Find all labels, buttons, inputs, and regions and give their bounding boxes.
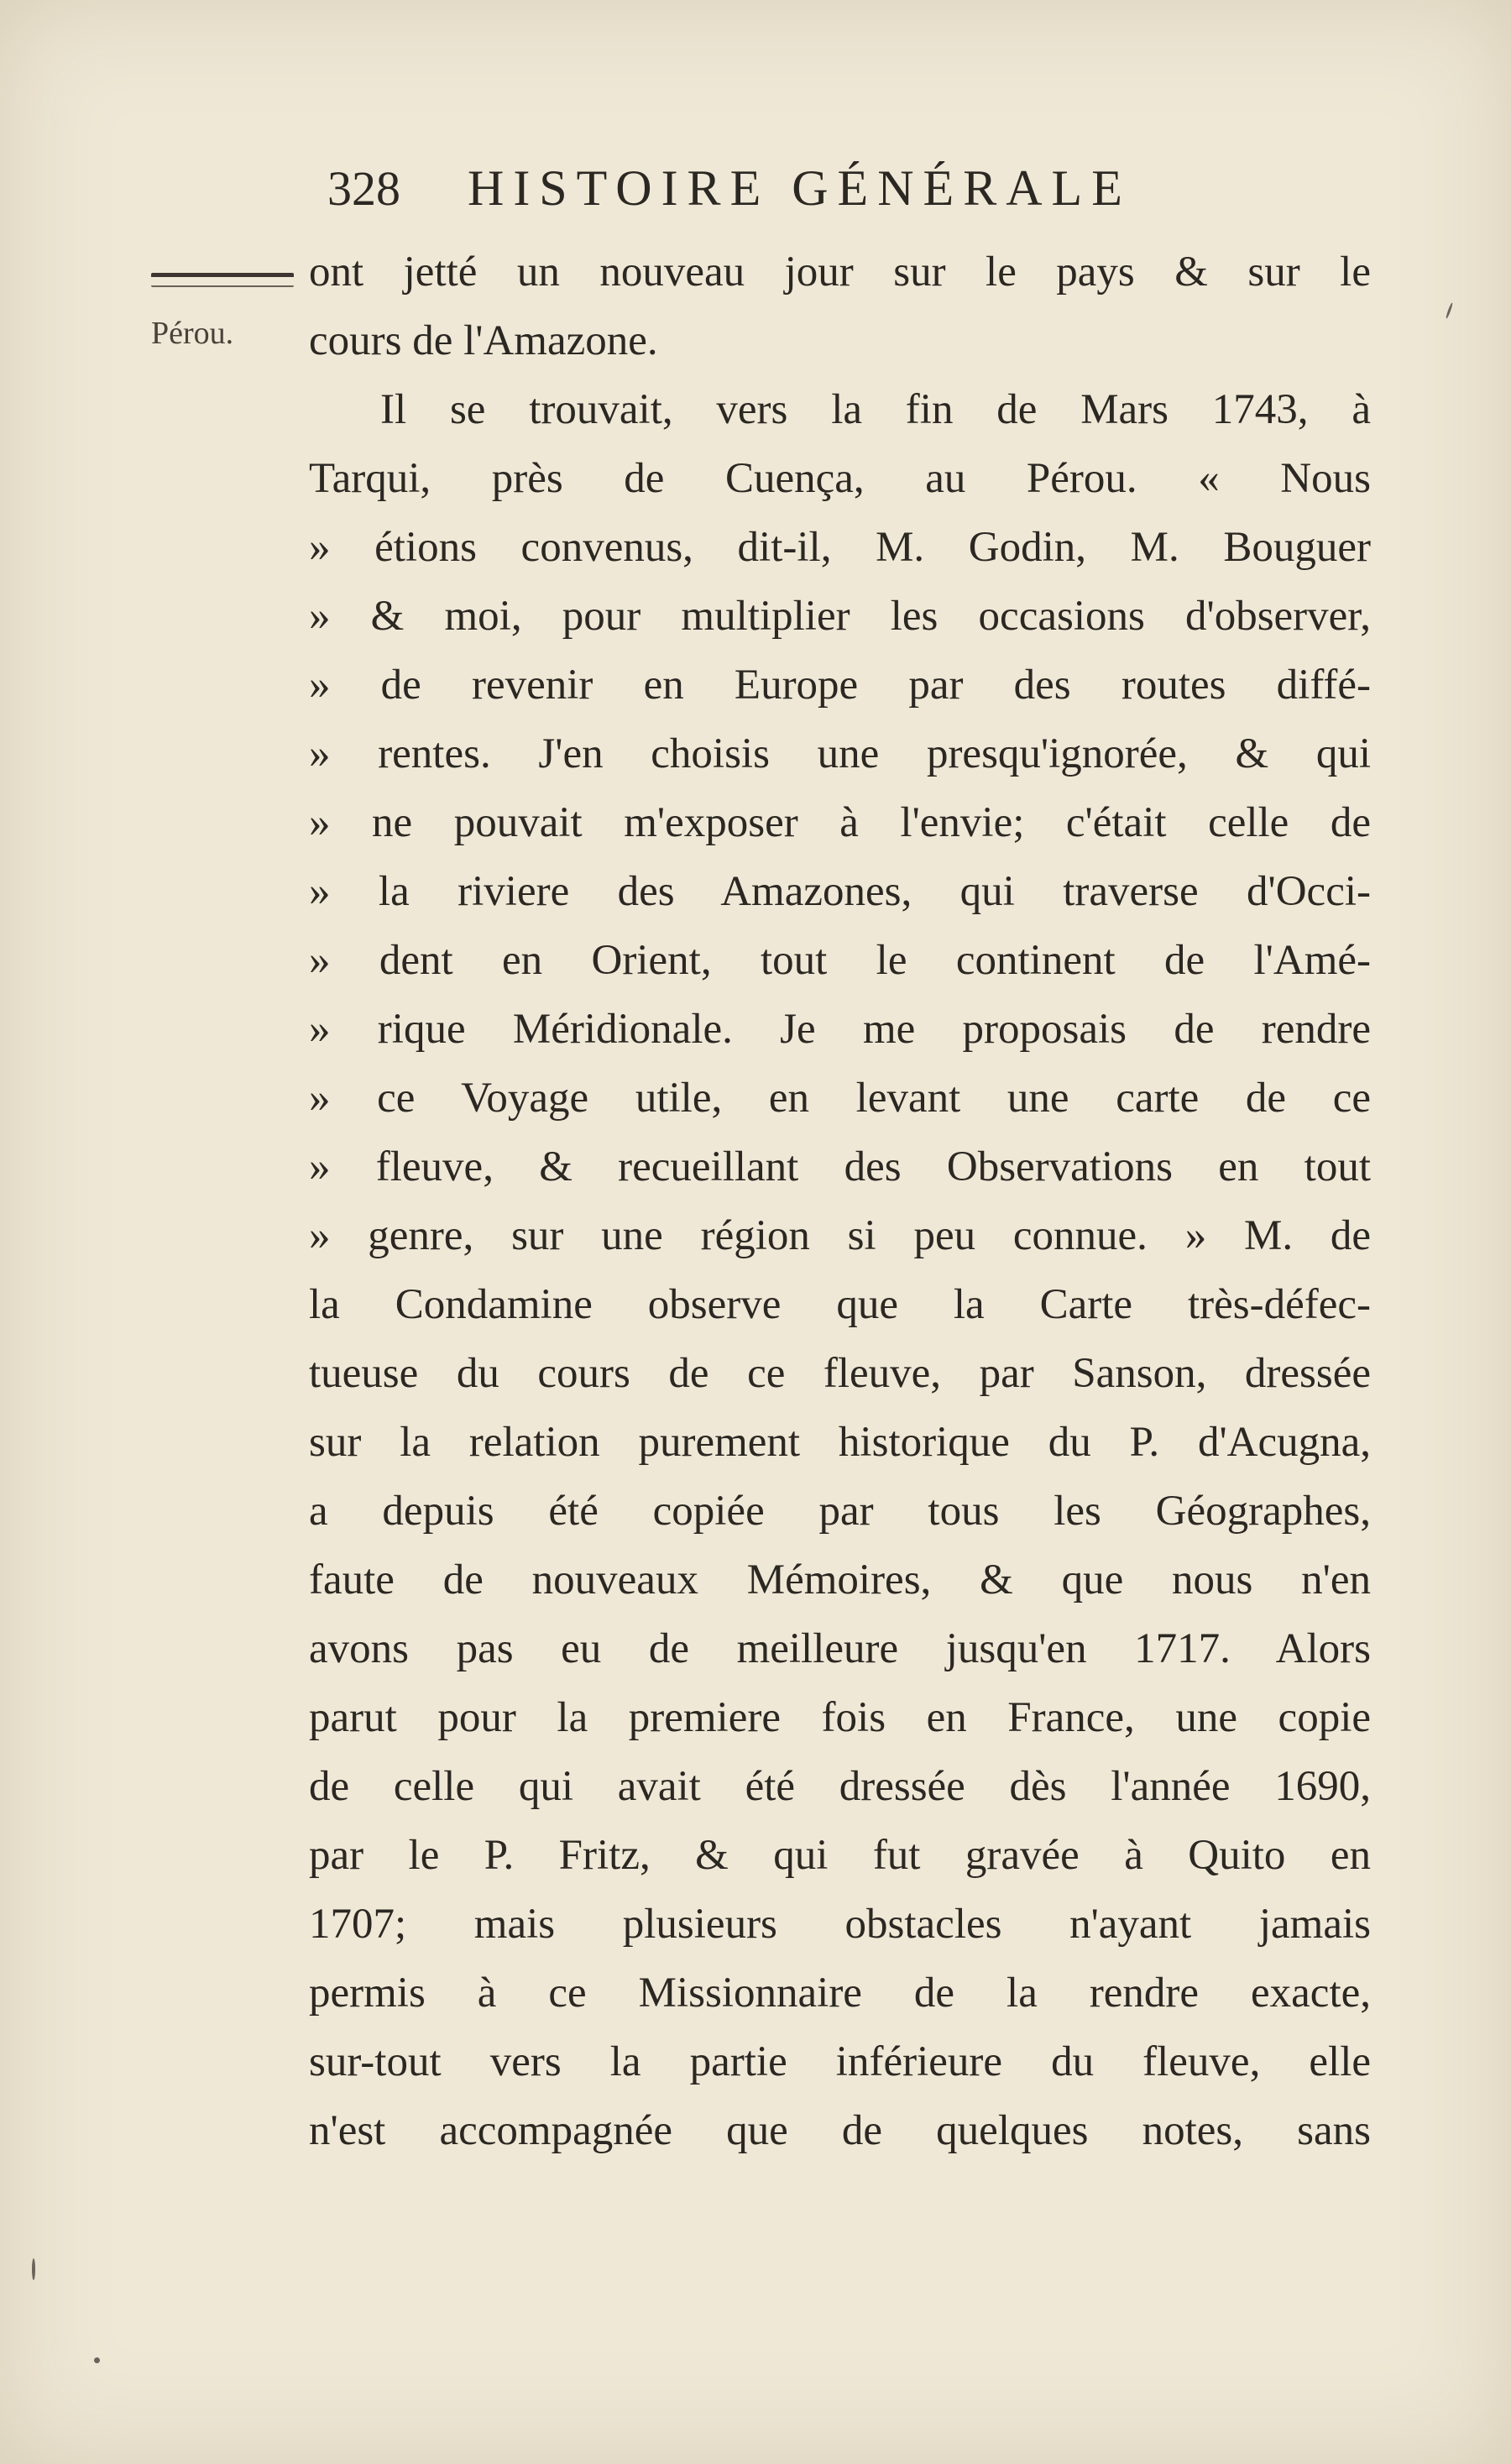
text-line: » rique Méridionale. Je me proposais de rendre xyxy=(309,1006,1371,1053)
text-line: cours de l'Amazone. xyxy=(309,317,658,364)
text-line: tueuse du cours de ce fleuve, par Sanson, dressée xyxy=(309,1350,1371,1397)
text-line: » rentes. J'en choisis une presqu'ignorée, & qui xyxy=(309,730,1371,777)
text-line: » de revenir en Europe par des routes diffé- xyxy=(309,662,1371,709)
running-title: HISTOIRE GÉNÉRALE xyxy=(468,160,1132,216)
text-line: » fleuve, & recueillant des Observations en tout xyxy=(309,1143,1371,1190)
text-line: » dent en Orient, tout le continent de l'Amé- xyxy=(309,937,1371,984)
text-line: » ce Voyage utile, en levant une carte de ce xyxy=(309,1075,1371,1122)
text-line: de celle qui avait été dressée dès l'année 1690, xyxy=(309,1763,1371,1810)
text-line: Il se trouvait, vers la fin de Mars 1743, à xyxy=(380,386,1371,433)
text-line: faute de nouveaux Mémoires, & que nous n'en xyxy=(309,1556,1371,1603)
text-line: 1707; mais plusieurs obstacles n'ayant jamais xyxy=(309,1901,1371,1948)
text-line: sur la relation purement historique du P. d'Acugna, xyxy=(309,1419,1371,1466)
paper-speck xyxy=(1446,302,1454,319)
text-line: » ne pouvait m'exposer à l'envie; c'était celle de xyxy=(309,799,1371,846)
page-header xyxy=(327,160,1132,217)
paper-speck xyxy=(32,2258,35,2280)
text-line: n'est accompagnée que de quelques notes, sans xyxy=(309,2107,1371,2154)
text-line: parut pour la premiere fois en France, une copie xyxy=(309,1694,1371,1741)
margin-rule xyxy=(151,273,294,287)
text-line: Tarqui, près de Cuença, au Pérou. « Nous xyxy=(309,455,1371,502)
text-line: permis à ce Missionnaire de la rendre exacte, xyxy=(309,1970,1371,2017)
text-line: » la riviere des Amazones, qui traverse d'Occi- xyxy=(309,868,1371,915)
page-number: 328 xyxy=(327,161,400,216)
margin-note: Pérou. xyxy=(151,316,234,351)
text-line: a depuis été copiée par tous les Géographes, xyxy=(309,1488,1371,1535)
text-line: ont jetté un nouveau jour sur le pays & sur le xyxy=(309,248,1371,296)
text-line: par le P. Fritz, & qui fut gravée à Quito en xyxy=(309,1832,1371,1879)
text-line: la Condamine observe que la Carte très-défec- xyxy=(309,1281,1371,1328)
paper-speck xyxy=(94,2357,100,2363)
text-line: » étions convenus, dit-il, M. Godin, M. Bouguer xyxy=(309,524,1371,571)
body-text xyxy=(309,238,1371,2165)
text-line: » & moi, pour multiplier les occasions d'observer, xyxy=(309,593,1371,640)
text-line: sur-tout vers la partie inférieure du fleuve, elle xyxy=(309,2038,1371,2085)
text-line: » genre, sur une région si peu connue. » M. de xyxy=(309,1212,1371,1259)
text-line: avons pas eu de meilleure jusqu'en 1717. Alors xyxy=(309,1625,1371,1672)
